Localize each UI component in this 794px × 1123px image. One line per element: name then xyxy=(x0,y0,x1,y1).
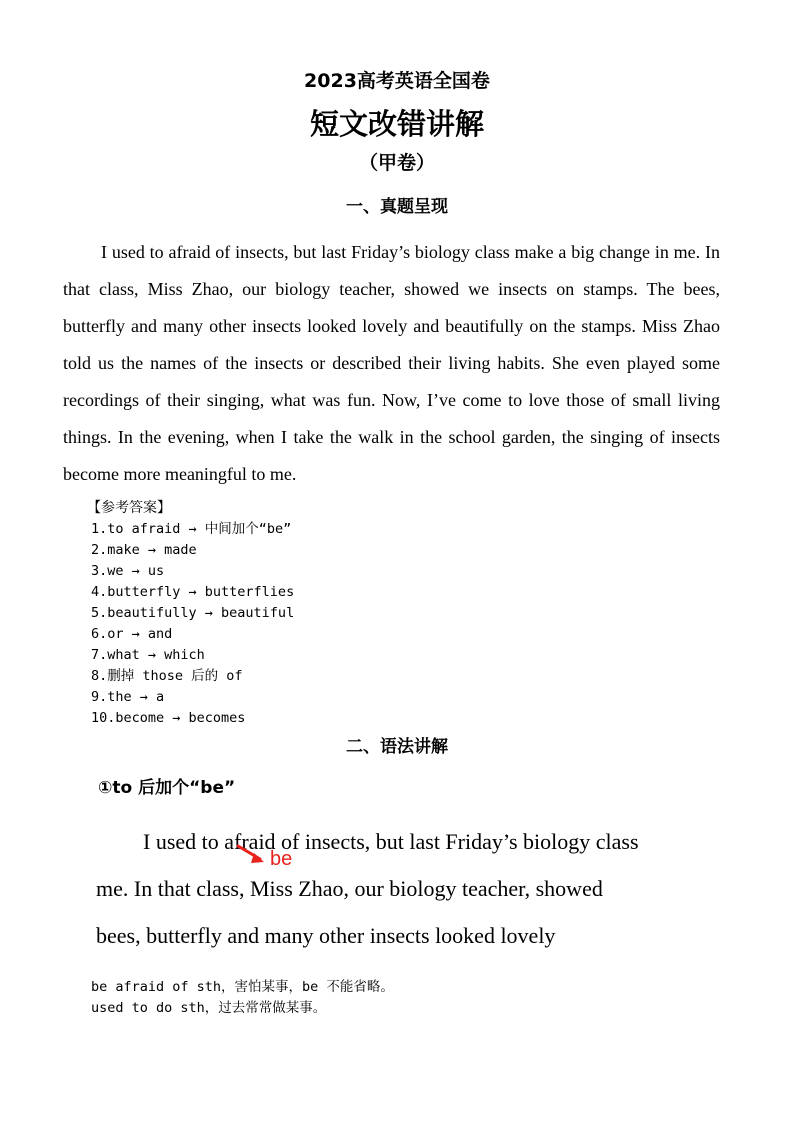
volume-subtitle: （甲卷） xyxy=(358,152,435,174)
answer-item: 4.butterfly → butterflies xyxy=(91,584,295,600)
answer-item: 7.what → which xyxy=(91,647,205,663)
note-line: used to do sth，过去常常做某事。 xyxy=(91,1000,327,1016)
passage-text: I used to afraid of insects, but last Friday’s biology class make a big change in me. In that class, Miss Zhao, our biology teacher, showed we insects on stamps. The bees, butterfly and many other insects looked lovely and beautifully on the stamps. Miss Zhao told us the names of the insects or described their living habits. She even played some recordings of their singing, what was fun. Now, I’ve come to love those of small living things. In the evening, when I take the walk in the school garden, the singing of insects become more meaningful to me. xyxy=(63,242,720,484)
answer-item: 10.become → becomes xyxy=(91,710,246,726)
answer-list xyxy=(91,519,294,729)
answer-item: 6.or → and xyxy=(91,626,173,642)
excerpt-line: bees, butterfly and many other insects looked lovely xyxy=(96,923,556,948)
answer-block xyxy=(87,498,295,729)
answer-item: 8.删掉 those 后的 of xyxy=(91,668,243,684)
note-line: be afraid of sth，害怕某事，be 不能省略。 xyxy=(91,979,394,995)
answer-item: 3.we → us xyxy=(91,563,165,579)
answer-item: 2.make → made xyxy=(91,542,197,558)
section2-heading: 二、语法讲解 xyxy=(346,737,448,757)
excerpt-line: I used to afraid of insects, but last Friday’s biology class xyxy=(143,829,639,854)
answer-item: 5.beautifully → beautiful xyxy=(91,605,295,621)
point1-title: ①to 后加个“be” xyxy=(98,778,236,798)
main-title: 短文改错讲解 xyxy=(309,107,484,141)
insert-be-label: be xyxy=(270,848,293,870)
exam-title: 2023高考英语全国卷 xyxy=(304,70,490,92)
answer-heading: 【参考答案】 xyxy=(87,500,171,516)
answer-item: 1.to afraid → 中间加个“be” xyxy=(91,521,292,537)
insert-arrow-icon xyxy=(234,842,304,876)
section1-heading: 一、真题呈现 xyxy=(346,197,448,217)
excerpt-line: me. In that class, Miss Zhao, our biology teacher, showed xyxy=(96,876,603,901)
answer-item: 9.the → a xyxy=(91,689,165,705)
notes-block xyxy=(91,977,394,1019)
excerpt-image xyxy=(96,818,639,952)
